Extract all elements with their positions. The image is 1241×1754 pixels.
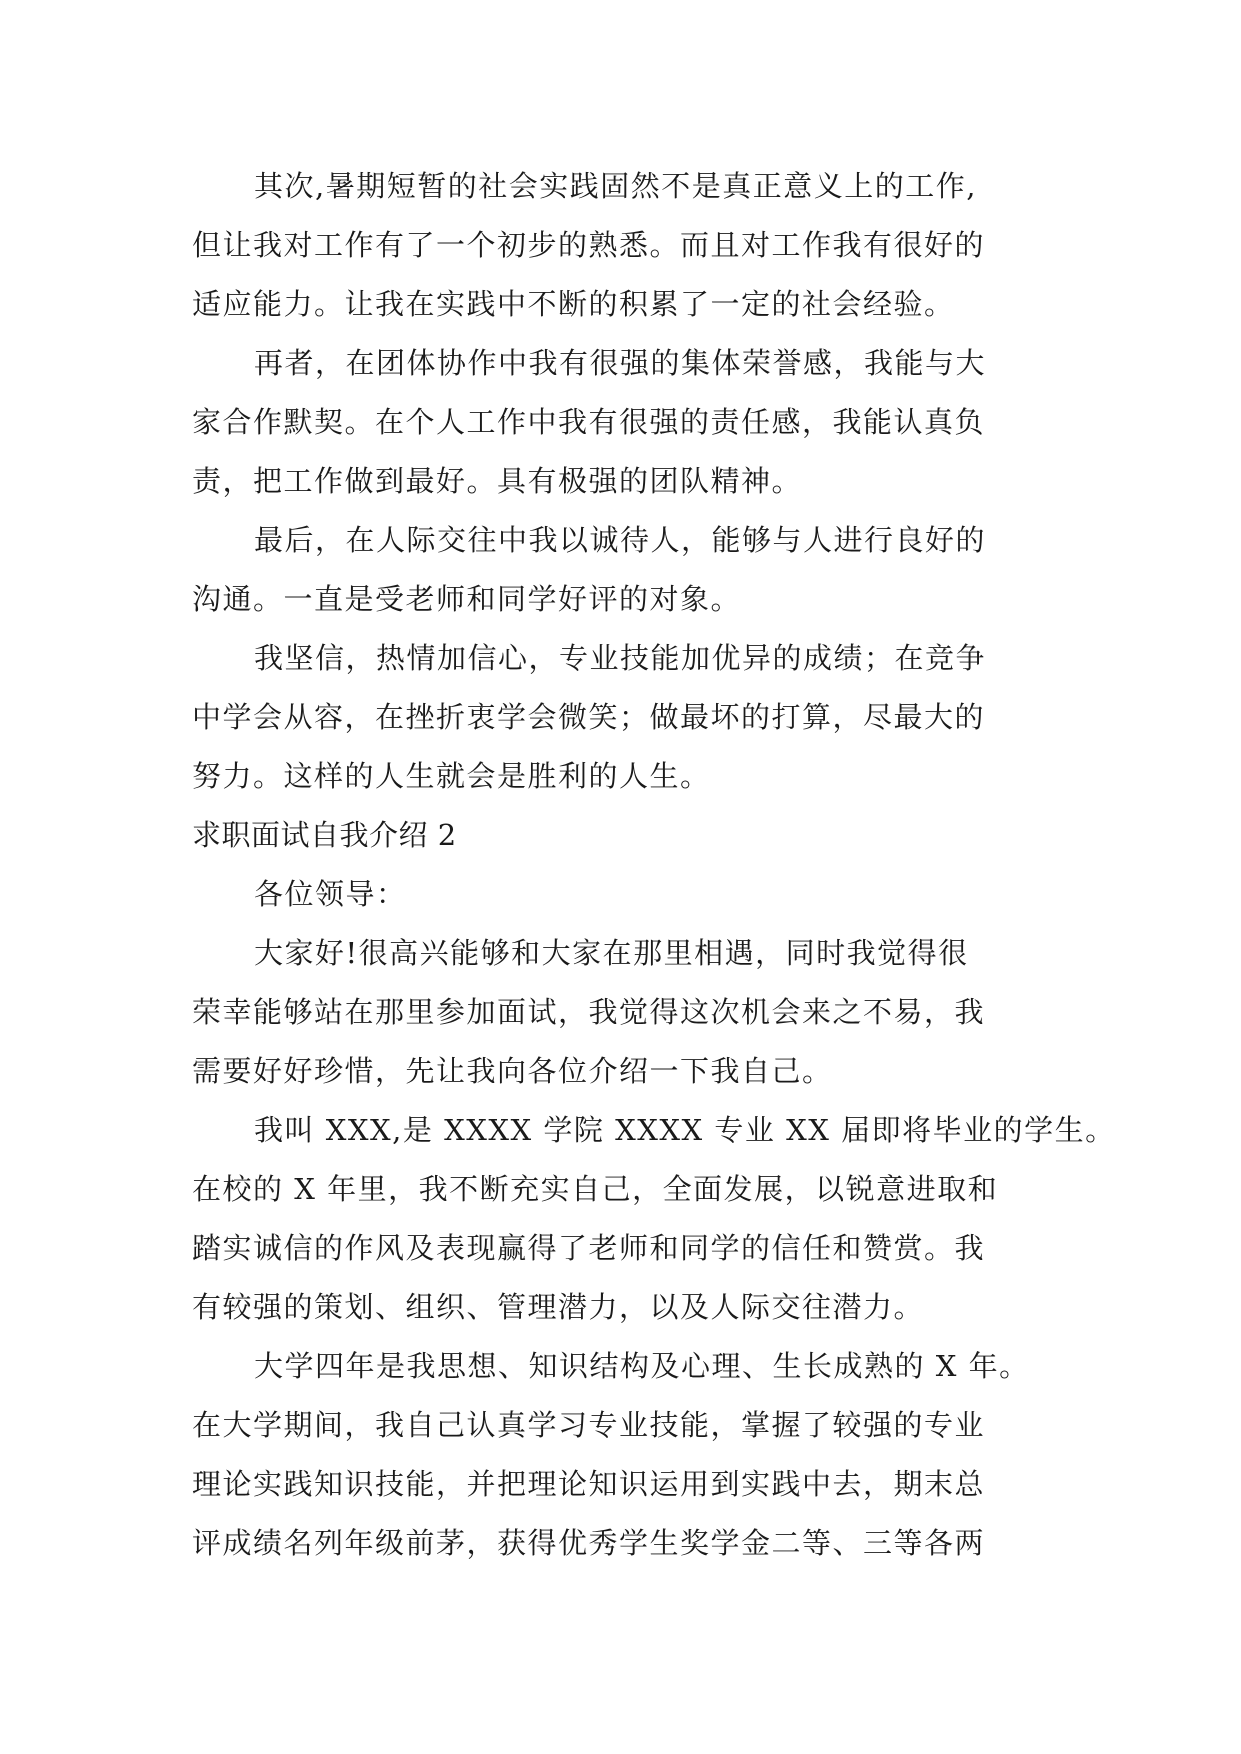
text-line: 我叫 XXX,是 XXXX 学院 XXXX 专业 XX 届即将毕业的学生。 [254,1113,1116,1147]
text-line: 责，把工作做到最好。具有极强的团队精神。 [192,464,803,498]
text-line: 家合作默契。在个人工作中我有很强的责任感，我能认真负 [192,405,986,439]
text-line: 我坚信，热情加信心，专业技能加优异的成绩；在竞争 [254,641,987,675]
text-line: 但让我对工作有了一个初步的熟悉。而且对工作我有很好的 [192,228,986,262]
text-line: 适应能力。让我在实践中不断的积累了一定的社会经验。 [192,287,955,321]
text-line: 有较强的策划、组织、管理潜力，以及人际交往潜力。 [192,1290,925,1324]
text-line: 踏实诚信的作风及表现赢得了老师和同学的信任和赞赏。我 [192,1231,986,1265]
document-body [192,157,1116,1573]
text-line: 需要好好珍惜，先让我向各位介绍一下我自己。 [192,1054,833,1088]
text-line: 最后，在人际交往中我以诚待人，能够与人进行良好的 [254,523,987,557]
text-line: 沟通。一直是受老师和同学好评的对象。 [192,582,742,616]
text-line: 在校的 X 年里，我不断充实自己，全面发展，以锐意进取和 [192,1172,999,1206]
text-line: 在大学期间，我自己认真学习专业技能，掌握了较强的专业 [192,1408,986,1442]
text-line: 各位领导： [254,877,407,911]
section-heading: 求职面试自我介绍 2 [192,818,457,852]
text-line: 评成绩名列年级前茅，获得优秀学生奖学金二等、三等各两 [192,1526,986,1560]
text-line: 理论实践知识技能，并把理论知识运用到实践中去，期末总 [192,1467,986,1501]
text-line: 努力。这样的人生就会是胜利的人生。 [192,759,711,793]
text-line: 荣幸能够站在那里参加面试，我觉得这次机会来之不易，我 [192,995,986,1029]
text-line: 大家好!很高兴能够和大家在那里相遇，同时我觉得很 [254,936,969,970]
text-line: 其次,暑期短暂的社会实践固然不是真正意义上的工作, [254,169,977,203]
text-line: 中学会从容，在挫折衷学会微笑；做最坏的打算，尽最大的 [192,700,986,734]
text-line: 大学四年是我思想、知识结构及心理、生长成熟的 X 年。 [254,1349,1030,1383]
text-line: 再者，在团体协作中我有很强的集体荣誉感，我能与大 [254,346,987,380]
